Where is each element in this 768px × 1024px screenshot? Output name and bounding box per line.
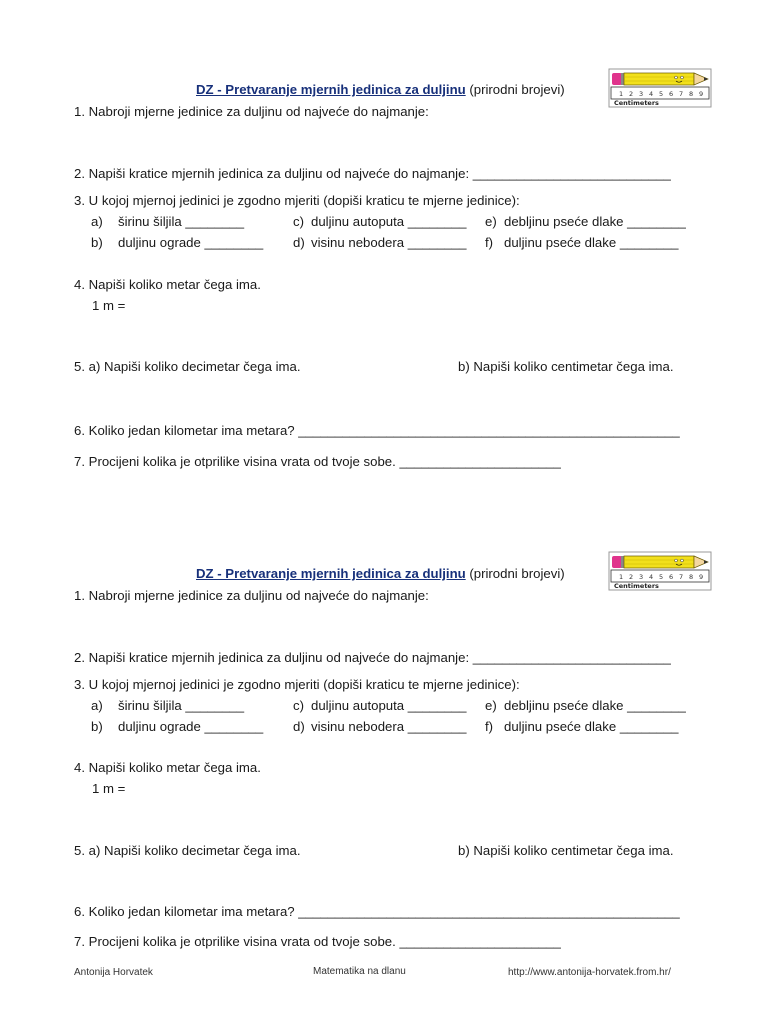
question-5b: b) Napiši koliko centimetar čega ima. — [458, 843, 674, 858]
option-letter: d) — [293, 719, 305, 734]
pencil-icon — [612, 73, 708, 85]
option-text: duljinu autoputa ________ — [311, 214, 467, 229]
pencil-ruler-logo — [608, 68, 712, 108]
question-5a: 5. a) Napiši koliko decimetar čega ima. — [74, 843, 301, 858]
pencil-icon — [612, 556, 708, 568]
option-letter: a) — [91, 214, 103, 229]
option-letter: e) — [485, 214, 497, 229]
question-5b: b) Napiši koliko centimetar čega ima. — [458, 359, 674, 374]
option-text: duljinu ograde ________ — [118, 235, 264, 250]
title-main: DZ - Pretvaranje mjernih jedinica za duljinu — [196, 82, 466, 97]
worksheet-title — [196, 566, 565, 581]
ruler-tick-label: 1 — [619, 573, 624, 581]
question-3: 3. U kojoj mjernoj jedinici je zgodno mjeriti (dopiši kraticu te mjerne jedinice): — [74, 677, 520, 692]
option-letter: b) — [91, 719, 103, 734]
option-letter: c) — [293, 214, 304, 229]
footer-slogan: Matematika na dlanu — [313, 966, 406, 977]
question-7: 7. Procijeni kolika je otprilike visina vrata od tvoje sobe. ______________________ — [74, 454, 561, 469]
title-main: DZ - Pretvaranje mjernih jedinica za duljinu — [196, 566, 466, 581]
option-letter: f) — [485, 235, 494, 250]
ruler-tick-label: 5 — [659, 573, 664, 581]
question-4-line: 1 m = — [92, 298, 126, 313]
title-suffix: (prirodni brojevi) — [469, 82, 565, 97]
title-suffix: (prirodni brojevi) — [469, 566, 565, 581]
option-text: duljinu ograde ________ — [118, 719, 264, 734]
ruler-tick-label: 2 — [629, 90, 634, 98]
option-letter: b) — [91, 235, 103, 250]
question-1: 1. Nabroji mjerne jedinice za duljinu od najveće do najmanje: — [74, 104, 429, 119]
ruler-tick-label: 4 — [649, 90, 654, 98]
pencil-ruler-logo — [608, 551, 712, 591]
question-4: 4. Napiši koliko metar čega ima. — [74, 277, 261, 292]
question-2: 2. Napiši kratice mjernih jedinica za duljinu od najveće do najmanje: ___________________________ — [74, 166, 671, 181]
ruler-tick-label: 3 — [639, 573, 644, 581]
ruler-tick-label: 1 — [619, 90, 624, 98]
worksheet-title — [196, 82, 565, 97]
option-text: duljinu pseće dlake ________ — [504, 719, 679, 734]
ruler-tick-label: 3 — [639, 90, 644, 98]
ruler-tick-label: 7 — [679, 90, 684, 98]
option-letter: d) — [293, 235, 305, 250]
option-letter: a) — [91, 698, 103, 713]
option-letter: f) — [485, 719, 494, 734]
option-text: širinu šiljila ________ — [118, 214, 245, 229]
ruler-tick-label: 6 — [669, 573, 674, 581]
option-text: visinu nebodera ________ — [311, 235, 467, 250]
question-6: 6. Koliko jedan kilometar ima metara? ____________________________________________________ — [74, 904, 680, 919]
question-6: 6. Koliko jedan kilometar ima metara? ____________________________________________________ — [74, 423, 680, 438]
ruler-tick-label: 8 — [689, 90, 694, 98]
question-3: 3. U kojoj mjernoj jedinici je zgodno mjeriti (dopiši kraticu te mjerne jedinice): — [74, 193, 520, 208]
option-text: visinu nebodera ________ — [311, 719, 467, 734]
option-text: duljinu autoputa ________ — [311, 698, 467, 713]
question-4-line: 1 m = — [92, 781, 126, 796]
option-text: debljinu pseće dlake ________ — [504, 698, 686, 713]
ruler-tick-label: 9 — [699, 573, 704, 581]
ruler-caption: Centimeters — [614, 582, 659, 590]
option-text: duljinu pseće dlake ________ — [504, 235, 679, 250]
footer-author: Antonija Horvatek — [74, 967, 153, 978]
question-7: 7. Procijeni kolika je otprilike visina vrata od tvoje sobe. ______________________ — [74, 934, 561, 949]
ruler-tick-label: 7 — [679, 573, 684, 581]
ruler-caption: Centimeters — [614, 99, 659, 107]
option-letter: e) — [485, 698, 497, 713]
question-2: 2. Napiši kratice mjernih jedinica za duljinu od najveće do najmanje: ___________________________ — [74, 650, 671, 665]
ruler-tick-label: 6 — [669, 90, 674, 98]
ruler-tick-label: 8 — [689, 573, 694, 581]
question-5a: 5. a) Napiši koliko decimetar čega ima. — [74, 359, 301, 374]
footer-url-link[interactable]: http://www.antonija-horvatek.from.hr/ — [508, 967, 671, 978]
ruler-tick-label: 4 — [649, 573, 654, 581]
question-1: 1. Nabroji mjerne jedinice za duljinu od najveće do najmanje: — [74, 588, 429, 603]
ruler-tick-label: 9 — [699, 90, 704, 98]
option-text: debljinu pseće dlake ________ — [504, 214, 686, 229]
option-letter: c) — [293, 698, 304, 713]
ruler-tick-label: 2 — [629, 573, 634, 581]
question-4: 4. Napiši koliko metar čega ima. — [74, 760, 261, 775]
option-text: širinu šiljila ________ — [118, 698, 245, 713]
ruler-tick-label: 5 — [659, 90, 664, 98]
